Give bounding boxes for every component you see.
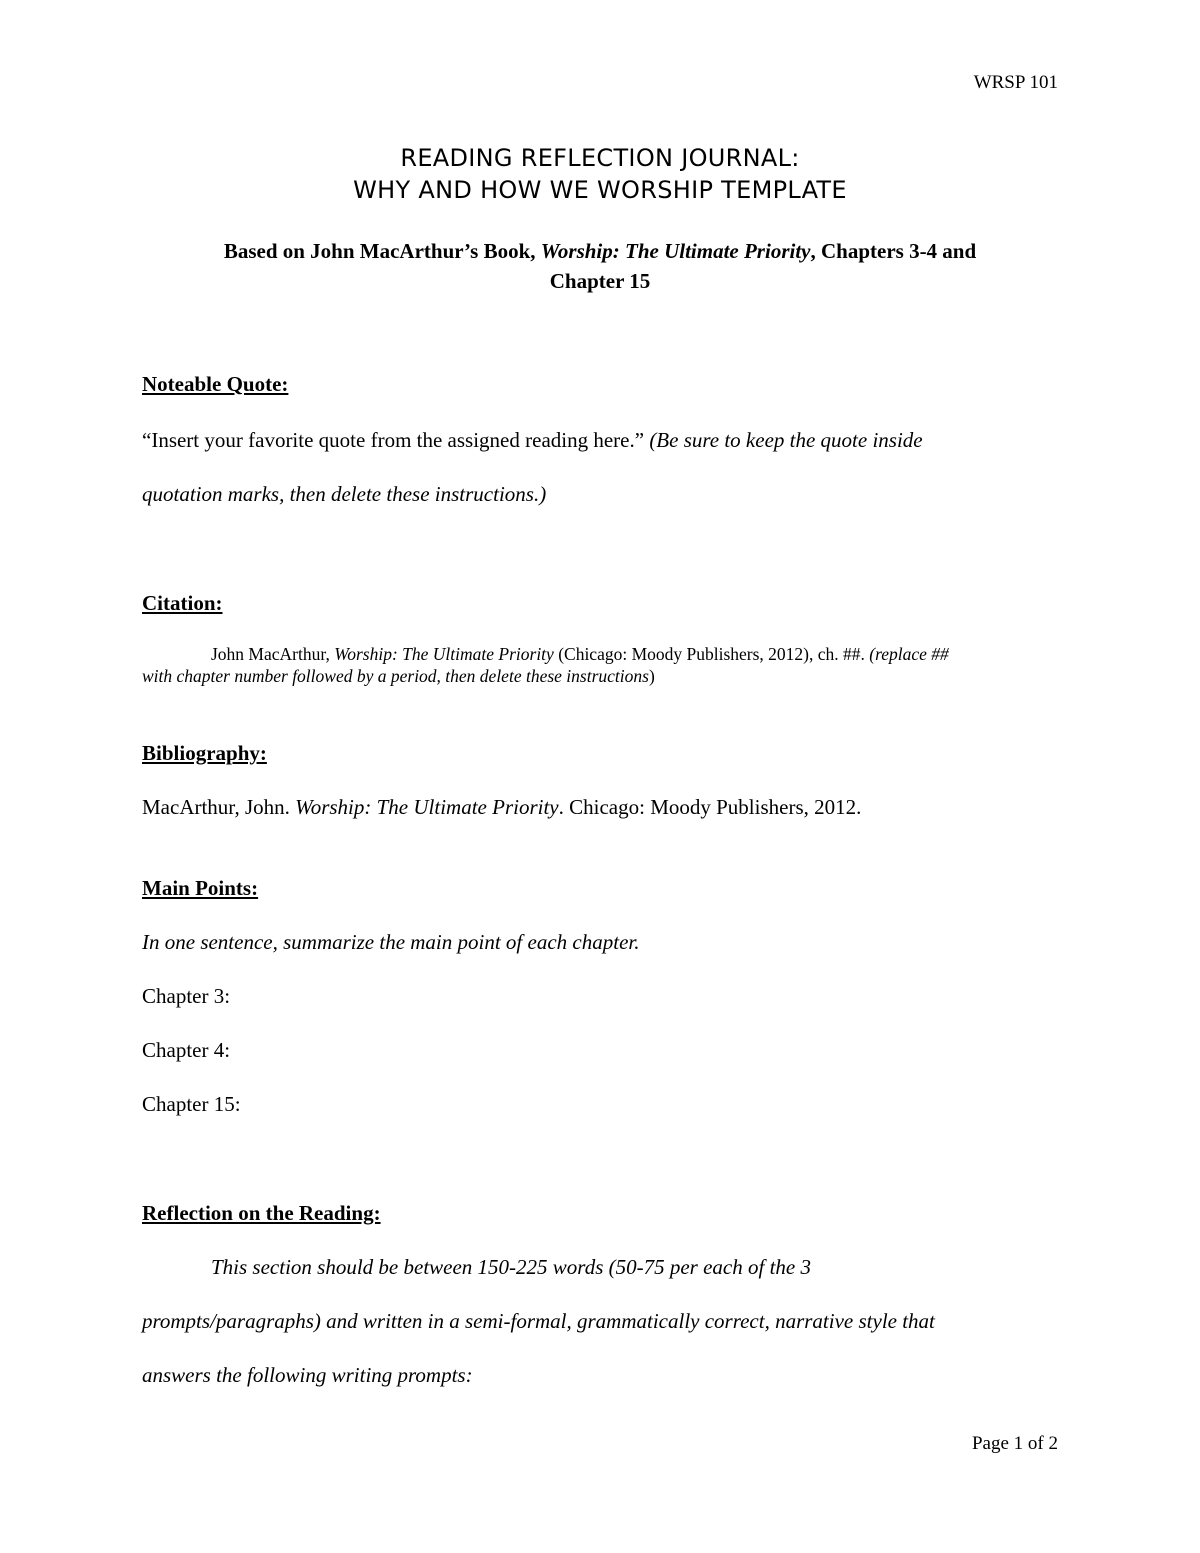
subtitle-line-2: Chapter 15	[549, 269, 651, 293]
quote-heading: Noteable Quote:	[142, 372, 289, 396]
chapter-15-label: Chapter 15:	[142, 1092, 241, 1116]
reflection-line-3: answers the following writing prompts:	[142, 1363, 473, 1387]
citation-details: (Chicago: Moody Publishers, 2012), ch. ##.	[553, 644, 870, 664]
subtitle-prefix: Based on John MacArthur’s Book,	[223, 239, 541, 263]
chapter-3-label: Chapter 3:	[142, 984, 231, 1008]
citation-line-1	[211, 644, 949, 665]
bibliography-heading: Bibliography:	[142, 741, 267, 765]
citation-book-title: Worship: The Ultimate Priority	[334, 644, 554, 664]
main-points-heading: Main Points:	[142, 876, 259, 900]
bibliography-details: . Chicago: Moody Publishers, 2012.	[558, 795, 862, 819]
citation-instruction-1: (replace ##	[869, 644, 949, 664]
subtitle-suffix: , Chapters 3-4 and	[810, 239, 977, 263]
subtitle	[0, 236, 1200, 296]
reflection-heading: Reflection on the Reading:	[142, 1201, 381, 1225]
citation-instruction-2: with chapter number followed by a period, then delete these instructions	[142, 666, 649, 686]
quote-line-1	[142, 428, 923, 453]
main-points-instruction: In one sentence, summarize the main point of each chapter.	[142, 930, 640, 954]
quote-text: “Insert your favorite quote from the assigned reading here.”	[142, 428, 645, 452]
quote-instruction-2: quotation marks, then delete these instructions.)	[142, 482, 547, 506]
bibliography-author: MacArthur, John.	[142, 795, 296, 819]
header-course-code: WRSP 101	[973, 72, 1058, 93]
reflection-line-1: This section should be between 150-225 words (50-75 per each of the 3	[211, 1255, 811, 1279]
citation-heading: Citation:	[142, 591, 223, 615]
chapter-4-label: Chapter 4:	[142, 1038, 231, 1062]
footer-page-number: Page 1 of 2	[971, 1433, 1058, 1454]
title-line-2: WHY AND HOW WE WORSHIP TEMPLATE	[353, 176, 847, 204]
reflection-line-2: prompts/paragraphs) and written in a semi-formal, grammatically correct, narrative style that	[142, 1309, 935, 1333]
bibliography-book-title: Worship: The Ultimate Priority	[295, 795, 559, 819]
citation-line-2: with chapter number followed by a period, then delete these instructions)	[142, 666, 655, 686]
quote-instruction-1: (Be sure to keep the quote inside	[644, 428, 923, 452]
subtitle-book-title: Worship: The Ultimate Priority	[540, 239, 811, 263]
citation-author: John MacArthur,	[211, 644, 335, 664]
title-line-1: READING REFLECTION JOURNAL:	[400, 144, 800, 172]
bibliography-entry	[142, 795, 861, 820]
